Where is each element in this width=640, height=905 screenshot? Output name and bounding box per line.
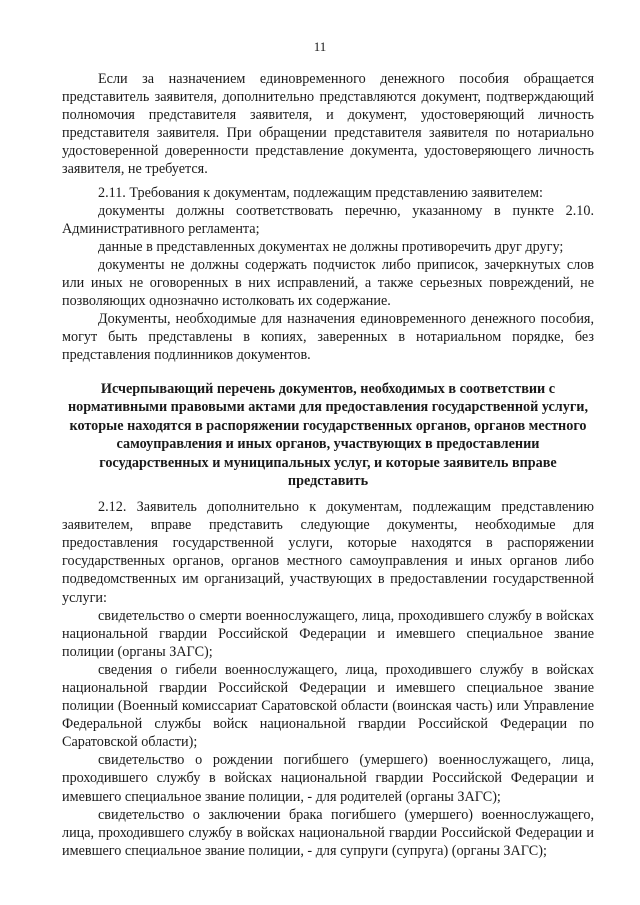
paragraph-copies: Документы, необходимые для назначения единовременного денежного пособия, могут быть представлены в копиях, заверенных в нотариальном порядке, без представления подлинников документов.: [62, 311, 594, 364]
paragraph-2-12: 2.12. Заявитель дополнительно к документам, подлежащим представлению заявителем, вправе представить следующие документы, необходимые для предоставления государственной услуги, которые находятся в распоряжении государственных органов, органов местного самоуправления и иных органов либо подведомственных им организаций, участвующих в предоставлении государственной услуги:: [62, 499, 594, 606]
paragraph-requirement-corrections: документы не должны содержать подчисток либо приписок, зачеркнутых слов или иных не оговоренных в них исправлений, а также серьезных повреждений, не позволяющих однозначно истолковать их содержание.: [62, 256, 594, 310]
list-item-marriage-certificate: свидетельство о заключении брака погибшего (умершего) военнослужащего, лица, проходившего службу в войсках национальной гвардии Российской Федерации и имевшего специальное звание полиции, - для супруги (супруга) (органы ЗАГС);: [62, 806, 594, 859]
list-item-birth-certificate: свидетельство о рождении погибшего (умершего) военнослужащего, лица, проходившего службу в войсках национальной гвардии Российской Федерации и имевшего специальное звание полиции, - для родителей (органы ЗАГС);: [62, 752, 594, 805]
page-number: 11: [313, 39, 327, 54]
list-item-death-info: сведения о гибели военнослужащего, лица, проходившего службу в войсках национальной гвардии Российской Федерации и имевшего специальное звание полиции (Военный комиссариат Саратовской области (воинская часть) или Управление Федеральной службы войск национальной гвардии Российской Федерации по Саратовской области);: [62, 661, 594, 751]
paragraph-representative: Если за назначением единовременного денежного пособия обращается представитель заявителя, дополнительно представляются документ, подтверждающий полномочия представителя заявителя, и документ, удостоверяющий личность представителя заявителя. При обращении представителя заявителя по нотариально удостоверенной доверенности представление документа, удостоверяющего личность заявителя, не требуется.: [62, 71, 594, 178]
paragraph-requirement-list: документы должны соответствовать перечню, указанному в пункте 2.10. Административного регламента;: [62, 202, 594, 237]
paragraph-requirement-consistency: данные в представленных документах не должны противоречить друг другу;: [98, 238, 564, 255]
list-item-death-certificate: свидетельство о смерти военнослужащего, лица, проходившего службу в войсках национальной гвардии Российской Федерации и имевшего специальное звание полиции (органы ЗАГС);: [62, 607, 594, 660]
paragraph-2-11-heading: 2.11. Требования к документам, подлежащим представлению заявителем:: [98, 184, 543, 201]
section-heading: Исчерпывающий перечень документов, необходимых в соответствии с нормативными правовыми актами для предоставления государственной услуги, которые находятся в распоряжении государственных органов, органов местного самоуправления и иных органов, участвующих в предоставлении государственных и муниципальных услуг, и которые заявитель вправе представить: [67, 380, 588, 490]
document-body: [62, 70, 594, 860]
